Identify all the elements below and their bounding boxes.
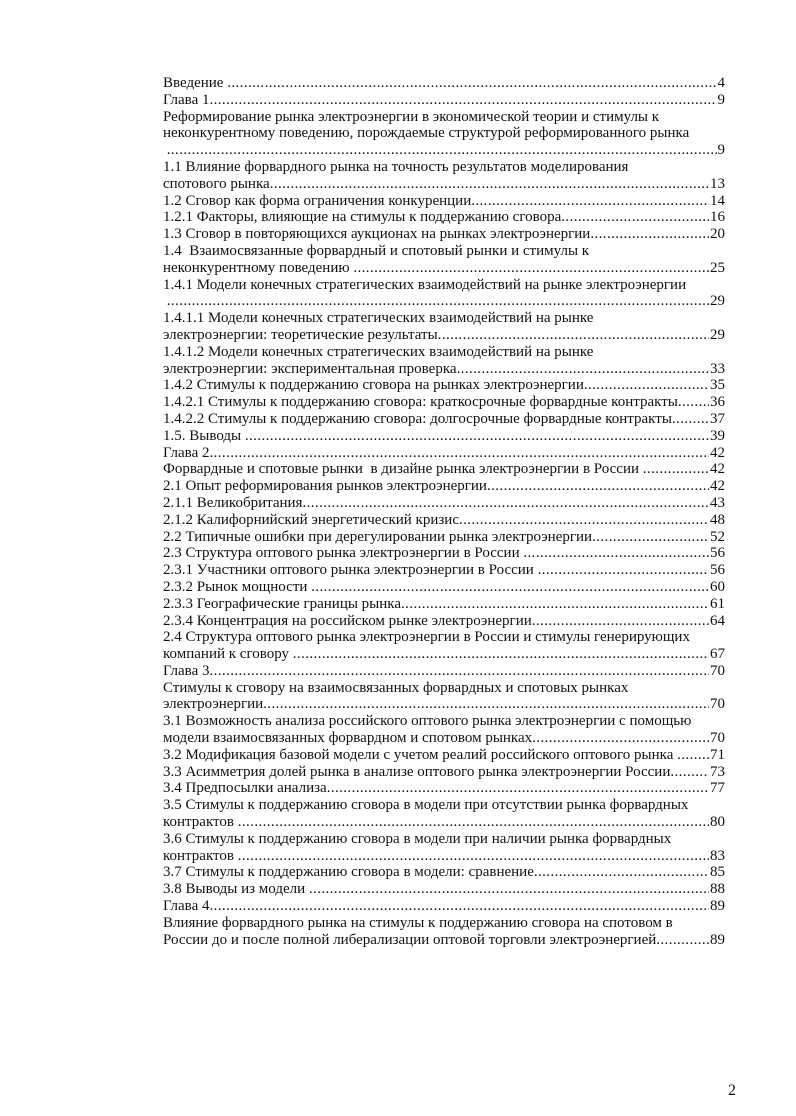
toc-entry-text: компаний к сговору (163, 646, 293, 663)
toc-entry-text: 2.1.1 Великобритания (163, 494, 303, 511)
dot-leader (311, 579, 709, 596)
toc-entry-text: электроэнергии: теоретические результаты (163, 326, 438, 343)
dot-leader (532, 730, 709, 747)
toc-page-number: 36 (710, 394, 725, 411)
toc-page-number: 25 (710, 259, 725, 276)
dot-leader (459, 512, 709, 529)
dot-leader (438, 327, 709, 344)
toc-entry-text: 2.4 Структура оптового рынка электроэнергии в России и стимулы генерирующих (163, 629, 690, 646)
toc-page-number: 4 (717, 75, 725, 91)
dot-leader (584, 377, 709, 394)
toc-entry[interactable] (163, 159, 725, 193)
toc-entry[interactable] (163, 629, 725, 663)
toc-entry[interactable] (163, 445, 725, 462)
toc-entry[interactable] (163, 596, 725, 613)
toc-page-number: 85 (710, 864, 725, 881)
toc-page-number: 43 (710, 494, 725, 511)
toc-page-number: 70 (710, 696, 725, 713)
toc-entry-text: 1.1 Влияние форвардного рынка на точность результатов моделирования (163, 158, 629, 175)
toc-entry[interactable] (163, 663, 725, 680)
toc-page-number: 29 (710, 293, 725, 310)
toc-entry[interactable] (163, 512, 725, 529)
toc-page-number: 16 (710, 209, 725, 226)
toc-entry-text: 2.1.2 Калифорнийский энергетический кризис (163, 511, 459, 528)
toc-entry[interactable] (163, 898, 725, 915)
toc-page-number: 60 (710, 578, 725, 595)
dot-leader (227, 75, 716, 92)
dot-leader (561, 209, 709, 226)
toc-page-number: 71 (710, 746, 725, 763)
toc-page-number: 9 (717, 91, 725, 108)
toc-entry[interactable] (163, 562, 725, 579)
toc-page-number: 83 (710, 847, 725, 864)
toc-entry-text: 2.1 Опыт реформирования рынков электроэнергии (163, 478, 487, 495)
dot-leader (245, 428, 709, 445)
toc-entry-text: Глава 4 (163, 898, 210, 915)
toc-entry[interactable] (163, 461, 725, 478)
toc-page-number: 37 (710, 410, 725, 427)
toc-page-number: 89 (710, 898, 725, 915)
toc-entry[interactable] (163, 545, 725, 562)
toc-entry[interactable] (163, 310, 725, 344)
dot-leader (677, 747, 709, 764)
toc-entry-text: 2.3.2 Рынок мощности (163, 578, 312, 595)
toc-entry[interactable] (163, 915, 725, 949)
toc-entry[interactable] (163, 377, 725, 394)
toc-page-number: 35 (710, 377, 725, 394)
toc-entry-text: 2.3.1 Участники оптового рынка электроэнергии в России (163, 562, 538, 579)
toc-entry-text: Глава 3 (163, 662, 210, 679)
toc-entry-text: 2.3.4 Концентрация на российском рынке электроэнергии (163, 612, 532, 629)
toc-entry[interactable] (163, 92, 725, 109)
toc-page-number: 9 (717, 142, 725, 159)
toc-entry-text: 1.2 Сговор как форма ограничения конкуренции (163, 192, 472, 209)
toc-entry[interactable] (163, 428, 725, 445)
toc-entry[interactable] (163, 831, 725, 865)
dot-leader (457, 361, 709, 378)
toc-entry-text: 2.2 Типичные ошибки при дерегулировании рынка электроэнергии (163, 528, 593, 545)
toc-entry[interactable] (163, 243, 725, 277)
toc-entry-text: Форвардные и спотовые рынки в дизайне рынка электроэнергии в России (163, 461, 643, 478)
toc-entry[interactable] (163, 495, 725, 512)
toc-page-number: 14 (710, 192, 725, 209)
dot-leader (209, 663, 709, 680)
dot-leader (590, 226, 709, 243)
toc-entry-text: 1.4.2 Стимулы к поддержанию сговора на рынках электроэнергии (163, 377, 584, 394)
toc-page-number: 64 (710, 612, 725, 629)
page-number: 2 (728, 1082, 736, 1099)
dot-leader (672, 411, 709, 428)
toc-entry[interactable] (163, 226, 725, 243)
toc-page-number: 70 (710, 730, 725, 747)
toc-entry-text: 3.3 Асимметрия долей рынка в анализе оптового рынка электроэнергии России (163, 763, 671, 780)
toc-entry[interactable] (163, 797, 725, 831)
toc-entry[interactable] (163, 713, 725, 747)
toc-entry-text: 1.4.1.2 Модели конечных стратегических взаимодействий на рынке (163, 343, 594, 360)
toc-entry[interactable] (163, 209, 725, 226)
dot-leader (309, 881, 709, 898)
toc-page-number: 42 (710, 444, 725, 461)
toc-page-number: 52 (710, 528, 725, 545)
toc-entry[interactable] (163, 780, 725, 797)
dot-leader (209, 445, 709, 462)
dot-leader (523, 545, 709, 562)
toc-entry-text: неконкурентному поведению, порождаемые структурой реформированного рынка (163, 125, 690, 142)
toc-page-number: 73 (710, 763, 725, 780)
dot-leader (238, 848, 709, 865)
toc-entry-text: 1.3 Сговор в повторяющихся аукционах на рынках электроэнергии (163, 226, 591, 243)
toc-page-number: 61 (710, 595, 725, 612)
toc-entry-text: 1.5. Выводы (163, 427, 245, 444)
toc-entry-text: электроэнергии (163, 696, 264, 713)
dot-leader (538, 562, 709, 579)
dot-leader (401, 596, 709, 613)
toc-entry-text: Стимулы к сговору на взаимосвязанных форвардных и спотовых рынках (163, 679, 629, 696)
toc-entry[interactable] (163, 764, 725, 781)
toc-entry-text: Глава 2 (163, 444, 210, 461)
toc-page-number: 42 (710, 478, 725, 495)
dot-leader (238, 814, 709, 831)
dot-leader (656, 932, 709, 949)
toc-entry-text: 3.1 Возможность анализа российского оптового рынка электроэнергии с помощью (163, 713, 692, 730)
toc-entry[interactable] (163, 864, 725, 881)
toc-page-number: 77 (710, 780, 725, 797)
toc-page-number: 67 (710, 646, 725, 663)
toc-entry[interactable] (163, 613, 725, 630)
dot-leader (532, 613, 709, 630)
toc-page-number: 56 (710, 562, 725, 579)
dot-leader (302, 495, 709, 512)
toc-entry-text: спотового рынка (163, 175, 270, 192)
toc-entry-text: неконкурентному поведению (163, 259, 354, 276)
toc-page-number: 70 (710, 662, 725, 679)
dot-leader (209, 898, 709, 915)
toc-page-number: 42 (710, 461, 725, 478)
dot-leader (678, 394, 709, 411)
toc-entry-text: 3.8 Выводы из модели (163, 881, 309, 898)
dot-leader (270, 176, 709, 193)
toc-entry-text: 1.2.1 Факторы, влияющие на стимулы к поддержанию сговора (163, 209, 562, 226)
toc-page-number: 13 (710, 175, 725, 192)
dot-leader (471, 193, 709, 210)
toc-entry[interactable] (163, 394, 725, 411)
toc-entry[interactable] (163, 277, 725, 311)
toc-entry-text: контрактов (163, 814, 238, 831)
toc-entry[interactable] (163, 747, 725, 764)
toc-entry-text: 3.5 Стимулы к поддержанию сговора в модели при отсутствии рынка форвардных (163, 797, 689, 814)
toc-entry-text: Глава 1 (163, 91, 210, 108)
toc-entry-text: 3.7 Стимулы к поддержанию сговора в модели: сравнение (163, 864, 534, 881)
toc-entry[interactable] (163, 881, 725, 898)
toc-entry-text: 3.6 Стимулы к поддержанию сговора в модели при наличии рынка форвардных (163, 830, 672, 847)
toc-entry-text: 1.4.1.1 Модели конечных стратегических взаимодействий на рынке (163, 310, 594, 327)
toc-entry[interactable] (163, 579, 725, 596)
toc-entry-text: 3.4 Предпосылки анализа (163, 780, 327, 797)
toc-page-number: 39 (710, 427, 725, 444)
toc-entry-text: 1.4.2.1 Стимулы к поддержанию сговора: краткосрочные форвардные контракты (163, 394, 678, 411)
toc-page-number: 80 (710, 814, 725, 831)
dot-leader (670, 764, 709, 781)
toc-entry[interactable] (163, 193, 725, 210)
toc-page-number: 56 (710, 545, 725, 562)
toc-entry-text: России до и после полной либерализации оптовой торговли электроэнергией (163, 931, 657, 948)
dot-leader (167, 293, 709, 310)
toc-page-number: 29 (710, 326, 725, 343)
dot-leader (263, 696, 709, 713)
toc-page-number: 48 (710, 511, 725, 528)
toc-page-number: 89 (710, 931, 725, 948)
dot-leader (534, 864, 709, 881)
table-of-contents (163, 75, 725, 948)
dot-leader (643, 461, 709, 478)
toc-entry[interactable] (163, 75, 725, 92)
toc-entry-text: контрактов (163, 847, 238, 864)
toc-entry[interactable] (163, 109, 725, 159)
toc-entry[interactable] (163, 344, 725, 378)
toc-entry[interactable] (163, 529, 725, 546)
toc-entry-text: электроэнергии: экспериментальная проверка (163, 360, 457, 377)
toc-page-number: 88 (710, 881, 725, 898)
toc-page-number: 33 (710, 360, 725, 377)
toc-entry-text: 1.4.2.2 Стимулы к поддержанию сговора: долгосрочные форвардные контракты (163, 410, 672, 427)
toc-entry-text: Реформирование рынка электроэнергии в экономической теории и стимулы к (163, 108, 660, 125)
dot-leader (353, 260, 709, 277)
dot-leader (487, 478, 709, 495)
toc-entry-text: 1.4 Взаимосвязанные форвардный и спотовый рынки и стимулы к (163, 242, 590, 259)
toc-entry[interactable] (163, 478, 725, 495)
dot-leader (592, 529, 709, 546)
toc-entry-text: 3.2 Модификация базовой модели с учетом реалий российского оптового рынка (163, 746, 678, 763)
toc-entry-text: 1.4.1 Модели конечных стратегических взаимодействий на рынке электроэнергии (163, 276, 687, 293)
toc-entry-text: 2.3.3 Географические границы рынка (163, 595, 401, 612)
toc-page-number: 20 (710, 226, 725, 243)
toc-entry[interactable] (163, 411, 725, 428)
toc-entry-text: Введение (163, 75, 228, 91)
dot-leader (293, 646, 709, 663)
toc-entry-text: Влияние форвардного рынка на стимулы к поддержанию сговора на спотовом в (163, 914, 673, 931)
dot-leader (209, 92, 716, 109)
toc-entry-text: модели взаимосвязанных форвардном и спотовом рынках (163, 730, 533, 747)
dot-leader (327, 780, 709, 797)
dot-leader (167, 142, 717, 159)
toc-entry-text: 2.3 Структура оптового рынка электроэнергии в России (163, 545, 524, 562)
toc-entry[interactable] (163, 680, 725, 714)
